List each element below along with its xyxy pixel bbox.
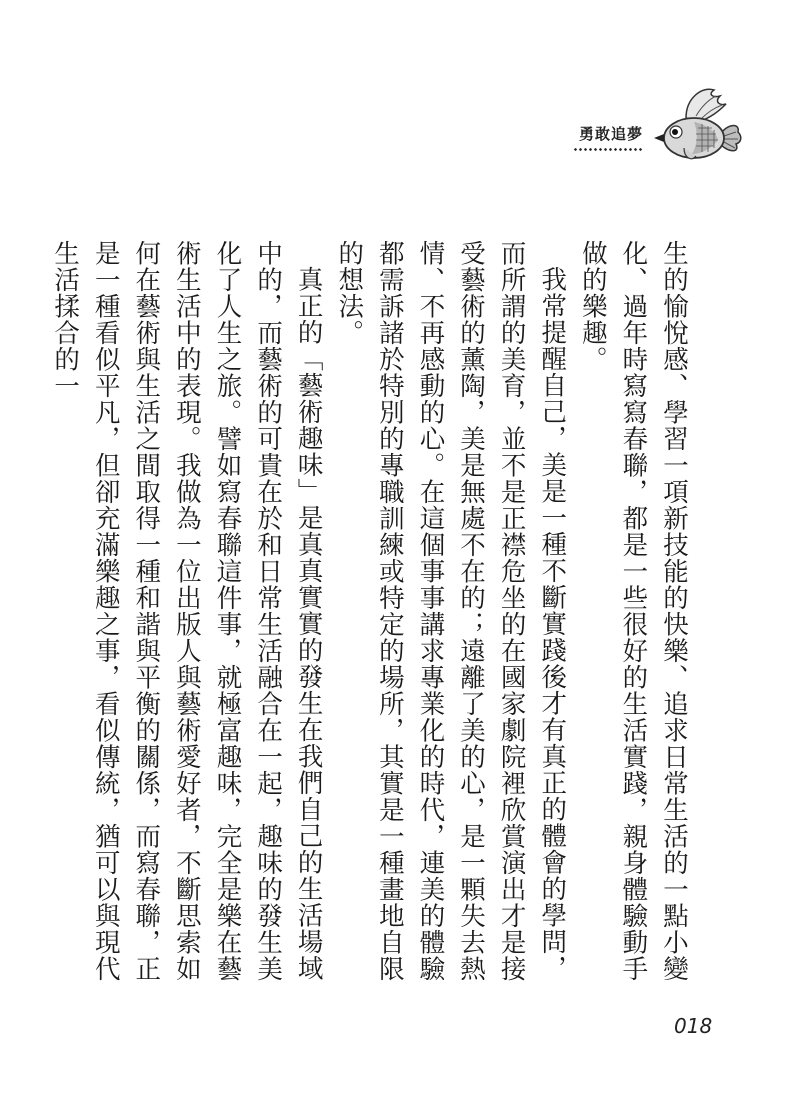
winged-fish-icon [650, 88, 742, 170]
paragraph: 真正的「藝術趣味」是真真實實的發生在我們自己的生活場域中的，而藝術的可貴在於和日常生活融合在一起，趣味的發生美化了人生之旅。譬如寫春聯這件事，就極富趣味，完全是樂在藝術生活中的表現。我做為一位出版人與藝術愛好者，不斷思索如何在藝術與生活之間取得一種和諧與平衡的關係，而寫春聯，正是一種看似平凡，但卻充滿樂趣之事，看似傳統，猶可以與現代生活揉合的一 [50, 240, 324, 982]
body-text [50, 240, 694, 1000]
paragraph: 我常提醒自己，美是一種不斷實踐後才有真正的體會的學問，而所謂的美育，並不是正襟危坐的在國家劇院裡欣賞演出才是接受藝術的薰陶，美是無處不在的；遠離了美的心，是一顆失去熱情、不再感動的心。在這個事事講求專業化的時代，連美的體驗都需訴諸於特別的專職訓練或特定的場所，其實是一種畫地自限的想法。 [334, 240, 568, 982]
running-header-title: 勇敢追夢 [579, 125, 644, 143]
paragraph-continued: 生的愉悅感、學習一項新技能的快樂、追求日常生活的一點小變化、過年時寫寫春聯，都是一些很好的生活實踐，親身體驗動手做的樂趣。 [577, 240, 689, 982]
header-dotted-rule [573, 148, 643, 151]
page-number: 018 [674, 1014, 713, 1038]
